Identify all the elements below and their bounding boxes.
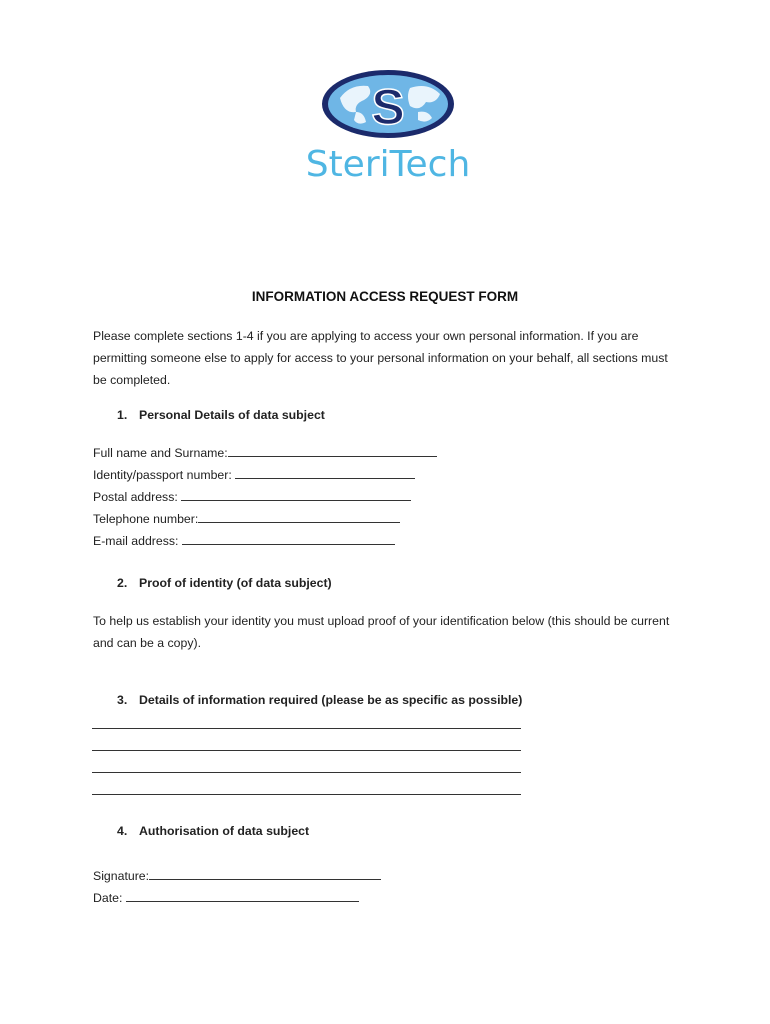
section-2-heading: [117, 576, 332, 590]
section-3-heading: [117, 693, 522, 707]
section-number: 3.: [117, 693, 128, 707]
email-field[interactable]: [93, 530, 395, 552]
proof-of-identity-text: To help us establish your identity you must upload proof of your identification below (this should be current and can be a copy).: [93, 614, 670, 650]
telephone-input[interactable]: [198, 508, 400, 523]
signature-input[interactable]: [149, 865, 381, 880]
email-input[interactable]: [182, 530, 395, 545]
field-label: E-mail address:: [93, 534, 182, 548]
steritech-logo: [300, 68, 475, 183]
postal-address-field[interactable]: [93, 486, 411, 508]
field-label: Telephone number:: [93, 512, 199, 526]
logo-letter: S: [371, 79, 405, 135]
field-label: Signature:: [93, 869, 150, 883]
section-number: 1.: [117, 408, 128, 422]
postal-address-input[interactable]: [181, 486, 411, 501]
full-name-input[interactable]: [228, 442, 437, 457]
details-line-4[interactable]: [92, 794, 521, 795]
section-title: Details of information required (please be as specific as possible): [139, 693, 523, 707]
details-line-3[interactable]: [92, 772, 521, 773]
globe-logo-icon: [300, 68, 475, 183]
signature-field[interactable]: [93, 865, 381, 887]
field-label: Date:: [93, 891, 126, 905]
section-title: Authorisation of data subject: [139, 824, 310, 838]
details-line-2[interactable]: [92, 750, 521, 751]
section-number: 2.: [117, 576, 128, 590]
section-title: Personal Details of data subject: [139, 408, 325, 422]
date-field[interactable]: [93, 887, 359, 909]
section-4-heading: [117, 824, 309, 838]
section-number: 4.: [117, 824, 128, 838]
date-input[interactable]: [126, 887, 359, 902]
section-title: Proof of identity (of data subject): [139, 576, 332, 590]
logo-brand-text: SteriTech: [305, 144, 471, 183]
page-title: INFORMATION ACCESS REQUEST FORM: [251, 289, 519, 304]
identity-number-input[interactable]: [235, 464, 415, 479]
intro-paragraph: Please complete sections 1-4 if you are applying to access your own personal information. If you are permitting someone else to apply for access to your personal information on your behalf, all sections must be completed.: [93, 329, 668, 387]
field-label: Identity/passport number:: [93, 468, 236, 482]
field-label: Full name and Surname:: [93, 446, 228, 460]
details-line-1[interactable]: [92, 728, 521, 729]
identity-number-field[interactable]: [93, 464, 415, 486]
field-label: Postal address:: [93, 490, 182, 504]
full-name-field[interactable]: [93, 442, 437, 464]
section-1-heading: [117, 408, 325, 422]
telephone-field[interactable]: [93, 508, 400, 530]
